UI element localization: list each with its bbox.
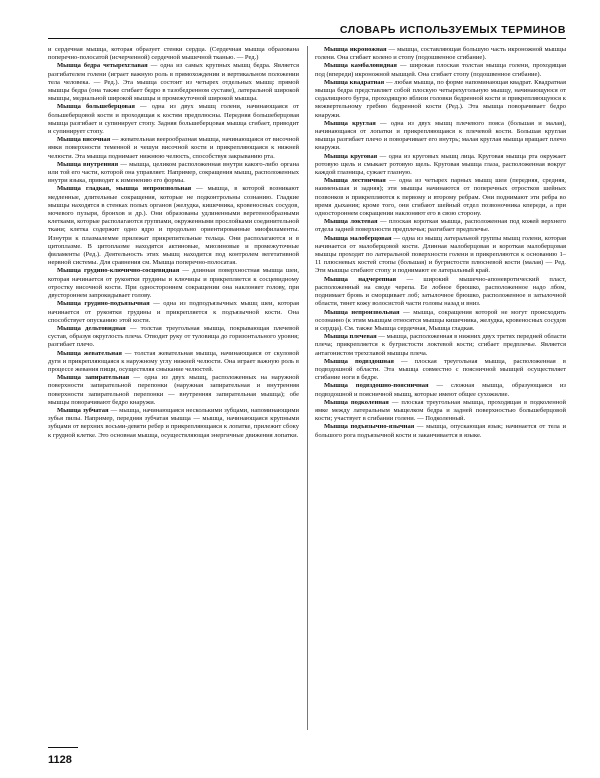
dictionary-entry (48, 62, 299, 103)
dictionary-entry (315, 399, 566, 424)
entry-definition: — широкая плоская толстая мышца голени, проходящая под (впереди) икроножной мышцей. Она сгибает стопу (подошвенное сгибание). (315, 62, 566, 78)
footer-rule (48, 747, 78, 748)
entry-term: Мышца непроизвольная (324, 308, 400, 316)
entry-term: Мышца зубчатая (57, 406, 109, 414)
entry-term: Мышца камбаловидная (324, 62, 397, 70)
entry-definition: — сложная мышца, образующаяся из подвздошной и поясничной мышц, которые имеют общее сухожилие. (315, 382, 566, 398)
entry-term: Мышца подвздошно-поясничная (324, 382, 429, 390)
page-header (0, 0, 600, 42)
page-number: 1128 (48, 754, 72, 766)
entry-definition: — любая мышца, по форме напоминающая квадрат. Квадратная мышца бедра представляет собой плоскую четырехугольную мышцу, начинающуюся от седалищного бугра, проходящую вблизи головки бедренной кости и прикрепляющуюся к межвертельному гребню бедренной кости (Ред.). Эта мышца поворачивает бедро кнаружи. (315, 78, 566, 119)
dictionary-entry (315, 382, 566, 398)
entry-definition: — длинная поверхностная мышца шеи, которая начинается от рукоятки грудины и ключицы и прикрепляется к сосцевидному отростку височной кости. При одностороннем сокращении она наклоняет голову, при двустороннем запрокидывает голову. (48, 267, 299, 300)
entry-definition: — плоская короткая мышца, расположенная под кожей верхнего отдела задней поверхности предплечья; разгибает предплечье. (315, 218, 566, 234)
entry-definition: — одна из двух мышц, расположенных на наружной поверхности запирательной перепонки (наружная запирательная и внутренняя поверхности запирательной перепонки — внутренняя запирательная мышца); обе мышцы поворачивают бедро кнаружи. (48, 374, 299, 406)
entry-definition: — одна из мышц латеральной группы мышц голени, которая начинается от малоберцовой кости. Длинная малоберцовая и короткая малоберцовая мышцы проходят по латеральной поверхности голени и прикрепляются к основанию 1–11 плюсневых костей стопы (большая) и бугристости плюсневой кости (малая) — Ред. Эти мышцы сгибают стопу и поднимают ее латеральный край. (315, 234, 566, 275)
right-column (315, 46, 566, 730)
entry-term: Мышца локтевая (324, 218, 378, 226)
entry-term: Мышца бедра четырехглавая (57, 62, 148, 70)
entry-term: Мышца икроножная (324, 46, 387, 53)
entry-definition: — одна из подподъязычных мышц шеи, которая начинается от рукоятки грудины и прикрепляется к подъязычной кости. Она способствует опусканию этой кости. (48, 300, 299, 324)
entry-definition: — одна из круговых мышц лица. Круговая мышца рта окружает ротовую щель и смыкает ротовую щель. Круговая мышца глаза, расположенная вокруг каждой глазницы, сужает глазную. (315, 152, 566, 177)
entry-term: Мышца дельтовидная (57, 324, 126, 332)
entry-term: Мышца лестничная (324, 177, 386, 185)
entry-term: Мышца плечевая (324, 333, 377, 341)
entry-term: Мышца височная (57, 136, 111, 144)
running-head-title: СЛОВАРЬ ИСПОЛЬЗУЕМЫХ ТЕРМИНОВ (339, 24, 566, 36)
dictionary-entry (48, 407, 299, 440)
dictionary-entry (48, 374, 299, 407)
dictionary-columns (48, 46, 566, 730)
entry-definition: — одна из двух мышц плечевого пояса (большая и малая), начинающаяся от лопатки и прикрепляющаяся к плечевой кости. Большая круглая мышца разгибает плечо и поворачивает его внутрь; малая круглая мышца вращает плечо кнаружи. (315, 119, 566, 152)
entry-term: Мышца малоберцовая (324, 234, 392, 242)
column-divider (307, 46, 308, 730)
dictionary-entry (48, 185, 299, 267)
header-rule (48, 38, 566, 39)
entry-term: Мышца подколенная (324, 398, 389, 406)
entry-definition: — толстая треугольная мышца, покрывающая плечевой сустав, образуя округлость плеча. Отводит руку от туловища до горизонтального уровня; разгибает плечо. (48, 324, 299, 349)
dictionary-entry (48, 46, 299, 62)
entry-term: Мышца подвздошная (324, 357, 394, 365)
entry-definition: — одна из самых крупных мышц бедра. Является разгибателем голени (играет важную роль в прямохождении и вертикальном положении тела человека. — Ред.). Эта мышца состоит из четырех отдельных мышц: прямой мышцы бедра (она также сгибает бедро в тазобедренном суставе), латеральной широкой мышцы, медиальной широкой мышцы и промежуточной широкой мышцы. (48, 62, 299, 103)
entry-definition: — мышца, расположенная в нижних двух третях передней области плеча; прикрепляется к бугристости локтевой кости; сгибает предплечье. Является антагонистом трехглавой мышцы плеча. (315, 333, 566, 357)
dictionary-entry (48, 267, 299, 300)
entry-definition: — толстая жевательная мышца, начинающаяся от скуловой дуги и прикрепляющаяся к наружному углу нижней челюсти. Она играет важную роль в процессе жевания пищи, осуществляя смыкание челюстей. (48, 349, 299, 373)
entry-term: Мышца круглая (324, 119, 376, 127)
dictionary-entry (315, 235, 566, 276)
entry-definition: — одна из четырех парных мышц шеи (передняя, средняя, наименьшая и задняя); эти мышцы начинаются от поперечных отростков шейных позвонков и прикрепляются к первому и второму ребрам. Они поднимают эти ребра во время дыхания; кроме того, они сгибают шейный отдел позвоночника кпереди, а при одностороннем сокращении наклоняют его в свою сторону. (315, 177, 566, 218)
entry-definition: — мышца, в которой возникают медленные, длительные сокращения, которые не подконтрольны сознанию. Гладкие мышцы находятся в стенках полых органов (желудка, кишечника, кровеносных сосудов, мочевого пузыря, бронхов и др.). Они образованы удлиненными веретенообразными клетками, которые располагаются группами, окруженными прослойками соединительной ткани; клетка содержит одно ядро и продольно ориентированные миофиламенты. Изнутри к плазмалемме прилежат прикрепительные тельца. Они располагаются и в цитоплазме. В цитоплазме находятся актиновые, миозиновые и промежуточные филаменты (Ред.). Деятельность этих мышц находится под контролем вегетативной нервной системы. Для сравнения см. Мышца поперечно-полосатая. (48, 185, 299, 267)
dictionary-entry (48, 136, 299, 161)
entry-definition: — жевательная веерообразная мышца, начинающаяся от височной ямки поверхности теменной и чешуи височной кости и прикрепляющаяся к нижней челюсти. Эта мышца поднимает нижнюю челюсть, способствуя закрыванию рта. (48, 136, 299, 160)
entry-term: Мышца большеберцовая (57, 103, 135, 111)
entry-definition: — мышца, составляющая большую часть икроножной мышцы голени. Она сгибает колено и стопу (подошвенное сгибание). (315, 46, 566, 62)
entry-definition: — одна из двух мышц голени, начинающаяся от большеберцовой кости и проходящая к костям предплюсны. Передняя большеберцовая мышца разгибает и супинирует стопу. Задняя большеберцовая мышца сгибает, приводит и супинирует стопу. (48, 103, 299, 136)
entry-term: Мышца гладкая, мышца непроизвольная (57, 185, 192, 193)
entry-definition: — мышца, целиком расположенная внутри какого-либо органа или той его части, которой она управляет. Например, сокращения мышц, расположенных внутри языка, приводят к изменению его формы. (48, 160, 299, 185)
dictionary-entry (315, 79, 566, 120)
dictionary-entry (48, 103, 299, 136)
dictionary-entry (48, 325, 299, 350)
entry-term: Мышца надчерепная (324, 275, 397, 283)
entry-term: Мышца грудино-подъязычная (57, 300, 150, 308)
entry-definition: — плоская треугольная мышца, проходящая в подколенной ямке между латеральным мыщелком бедра и задней поверхностью большеберцовой кости; участвует в сгибании голени. — Подколенный. (315, 398, 566, 423)
dictionary-entry (315, 218, 566, 234)
dictionary-entry (315, 46, 566, 62)
dictionary-entry (315, 333, 566, 358)
dictionary-entry (315, 423, 566, 439)
entry-definition: — широкий мышечно-апоневротический пласт, расположенный на своде черепа. Ее лобное брюшко, расположенное надо лбом, поднимает бровь и сморщивает лоб; затылочное брюшко, расположенное в затылочной области, тянет кожу волосистой части головы назад и вниз. (315, 275, 566, 308)
left-column (48, 46, 299, 730)
dictionary-entry (315, 177, 566, 218)
entry-term: Мышца квадратная (324, 78, 385, 86)
dictionary-entry (315, 120, 566, 153)
dictionary-entry (315, 62, 566, 78)
entry-definition: — плоская треугольная мышца, расположенная в подвздошной области. Эта мышца совместно с поясничной мышцей осуществляет сгибание ноги в бедре. (315, 357, 566, 382)
dictionary-entry (48, 161, 299, 186)
entry-definition: — мышца, начинающаяся несколькими зубцами, напоминающими зубья пилы. Например, передняя зубчатая мышца — мышца, начинающаяся крупными зубцами от верхних восьми-девяти ребер и прикрепляющаяся к лопатке, прилежит сбоку к грудной клетке. Это основная мышца, осуществляющая энергичные движения лопатки. (48, 406, 299, 439)
dictionary-entry (48, 300, 299, 325)
entry-definition: — мышца, опускающая язык; начинается от тела и большого рога подъязычной кости и заканчивается в языке. (315, 423, 566, 439)
entry-term: Мышца подъязычно-язычная (324, 423, 415, 431)
dictionary-entry (315, 276, 566, 309)
page-footer (48, 752, 566, 772)
dictionary-entry (48, 350, 299, 375)
entry-term: Мышца грудино-ключично-сосцевидная (57, 267, 180, 275)
entry-definition: и сердечная мышца, которая образует стенки сердца. (Сердечная мышца образована поперечно-полосатой (исчерченной) сердечной мышечной тканью. — Ред.) (48, 46, 299, 62)
entry-term: Мышца запирательная (57, 374, 130, 382)
entry-term: Мышца жевательная (57, 349, 122, 357)
entry-definition: — мышца, сокращения которой не могут происходить осознанно (к этим мышцам относятся мышцы кишечника, желудка, кровеносных сосудов и сердца). См. также Мышца сердечная, Мышца гладкая. (315, 308, 566, 332)
entry-term: Мышца круговая (324, 152, 378, 160)
dictionary-entry (315, 309, 566, 334)
entry-term: Мышца внутренняя (57, 160, 119, 168)
dictionary-entry (315, 358, 566, 383)
dictionary-entry (315, 153, 566, 178)
